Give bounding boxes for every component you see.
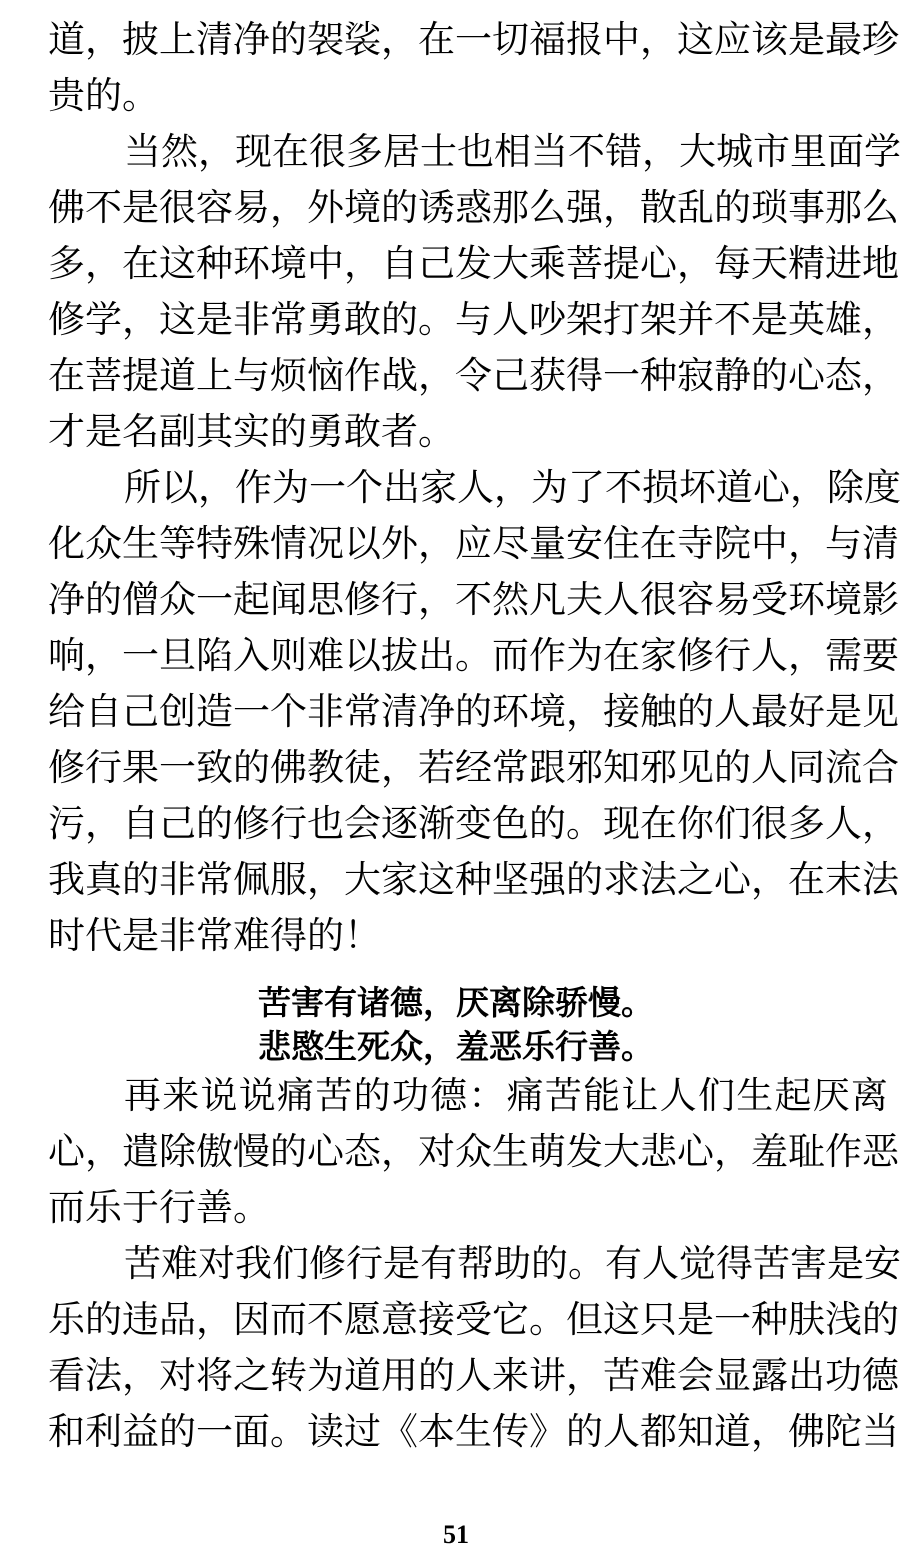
text-line: 再来说说痛苦的功德：痛苦能让人们生起厌离	[124, 1074, 888, 1117]
text-line: 当然，现在很多居士也相当不错，大城市里面学	[124, 130, 901, 173]
text-line: 和利益的一面。读过《本生传》的人都知道，佛陀当	[48, 1410, 899, 1453]
text-line: 在菩提道上与烦恼作战，令己获得一种寂静的心态，	[48, 354, 899, 397]
text-line: 修学，这是非常勇敢的。与人吵架打架并不是英雄，	[48, 298, 899, 341]
text-line: 才是名副其实的勇敢者。	[48, 410, 455, 453]
text-line: 心，遣除傲慢的心态，对众生萌发大悲心，羞耻作恶	[48, 1130, 899, 1173]
text-line: 给自己创造一个非常清净的环境，接触的人最好是见	[48, 690, 899, 733]
text-line: 而乐于行善。	[48, 1186, 270, 1229]
text-line: 响，一旦陷入则难以拔出。而作为在家修行人，需要	[48, 634, 899, 677]
text-line: 乐的违品，因而不愿意接受它。但这只是一种肤浅的	[48, 1298, 899, 1341]
text-line: 所以，作为一个出家人，为了不损坏道心，除度	[124, 466, 901, 509]
text-line: 多，在这种环境中，自己发大乘菩提心，每天精进地	[48, 242, 899, 285]
text-line: 我真的非常佩服，大家这种坚强的求法之心，在末法	[48, 858, 899, 901]
text-line: 佛不是很容易，外境的诱惑那么强，散乱的琐事那么	[48, 186, 899, 229]
text-line: 化众生等特殊情况以外，应尽量安住在寺院中，与清	[48, 522, 899, 565]
text-line: 修行果一致的佛教徒，若经常跟邪知邪见的人同流合	[48, 746, 899, 789]
text-line: 苦难对我们修行是有帮助的。有人觉得苦害是安	[124, 1242, 901, 1285]
verse-line: 苦害有诸德，厌离除骄慢。	[258, 983, 654, 1022]
text-line: 污，自己的修行也会逐渐变色的。现在你们很多人，	[48, 802, 899, 845]
text-line: 看法，对将之转为道用的人来讲，苦难会显露出功德	[48, 1354, 899, 1397]
text-line: 贵的。	[48, 74, 159, 117]
verse-line: 悲愍生死众，羞恶乐行善。	[258, 1027, 654, 1066]
text-line: 净的僧众一起闻思修行，不然凡夫人很容易受环境影	[48, 578, 899, 621]
page-number: 51	[443, 1520, 469, 1549]
text-line: 道，披上清净的袈裟，在一切福报中，这应该是最珍	[48, 18, 899, 61]
text-line: 时代是非常难得的！	[48, 914, 381, 957]
